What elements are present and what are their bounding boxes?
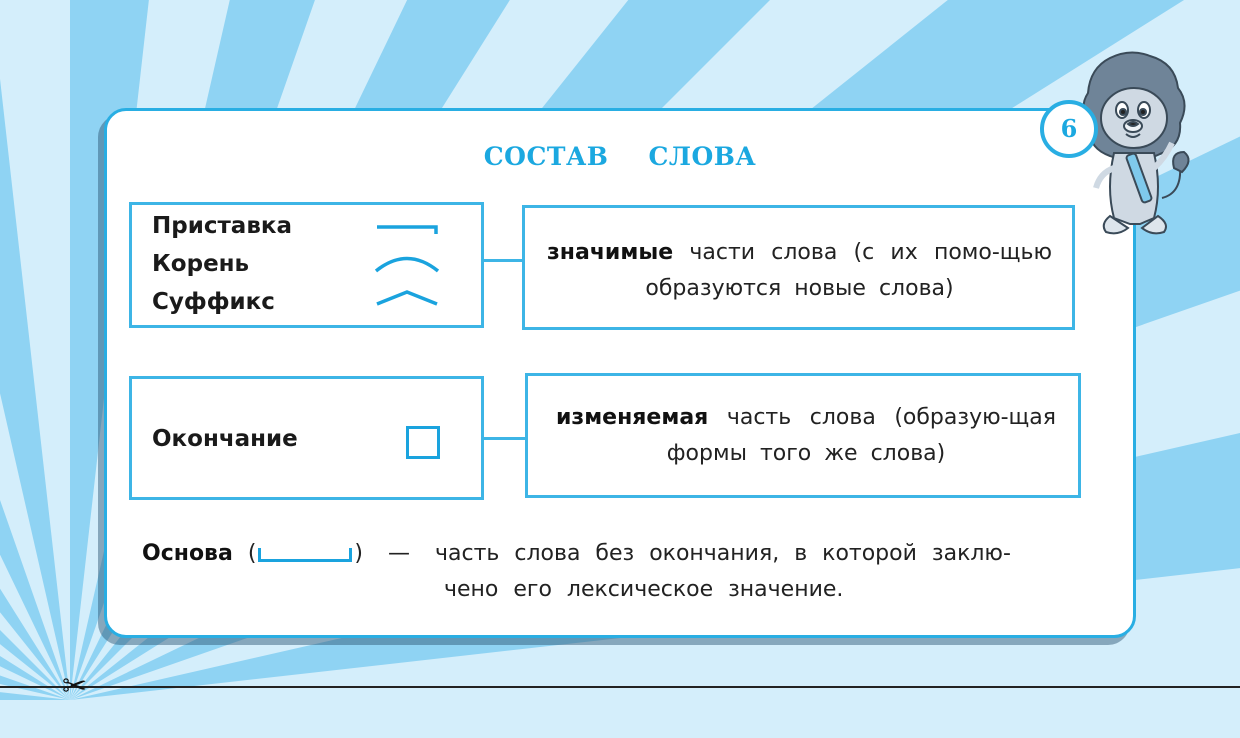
- root-label: Корень: [152, 251, 250, 277]
- connector-line-2: [484, 437, 526, 440]
- significant-description-box: [522, 205, 1075, 330]
- base-bracket-icon: [258, 548, 352, 562]
- significant-bold: значимые: [547, 240, 674, 265]
- base-dash: —: [388, 541, 411, 566]
- ending-bold: изменяемая: [556, 405, 709, 430]
- root-arc-icon: [372, 252, 442, 274]
- prefix-label: Приставка: [152, 213, 292, 239]
- close-paren: ): [354, 541, 364, 566]
- suffix-caret-icon: [374, 288, 440, 308]
- base-label: Основа: [142, 541, 233, 566]
- significant-text: части слова (с их помо-щью образуются новые слова): [645, 240, 1052, 301]
- cut-line: [0, 686, 1240, 688]
- title-word-2: СЛОВА: [648, 142, 757, 171]
- title-word-1: СОСТАВ: [483, 142, 609, 171]
- ending-square-icon: [406, 426, 440, 459]
- base-text-line-2: чено его лексическое значение.: [444, 577, 844, 602]
- base-text-line-1: часть слова без окончания, в которой заклю-: [435, 541, 1011, 566]
- ending-label: Окончание: [152, 426, 298, 452]
- open-paren: (: [247, 541, 257, 566]
- scissors-icon: ✂: [62, 669, 88, 704]
- ending-description-box: [525, 373, 1081, 498]
- prefix-mark-icon: [374, 219, 440, 235]
- suffix-label: Суффикс: [152, 289, 275, 315]
- page-number-badge: 6: [1040, 100, 1098, 158]
- base-definition: [142, 536, 1092, 608]
- connector-line-1: [484, 259, 523, 262]
- ending-text: часть слова (образую-щая формы того же слова): [666, 405, 1056, 466]
